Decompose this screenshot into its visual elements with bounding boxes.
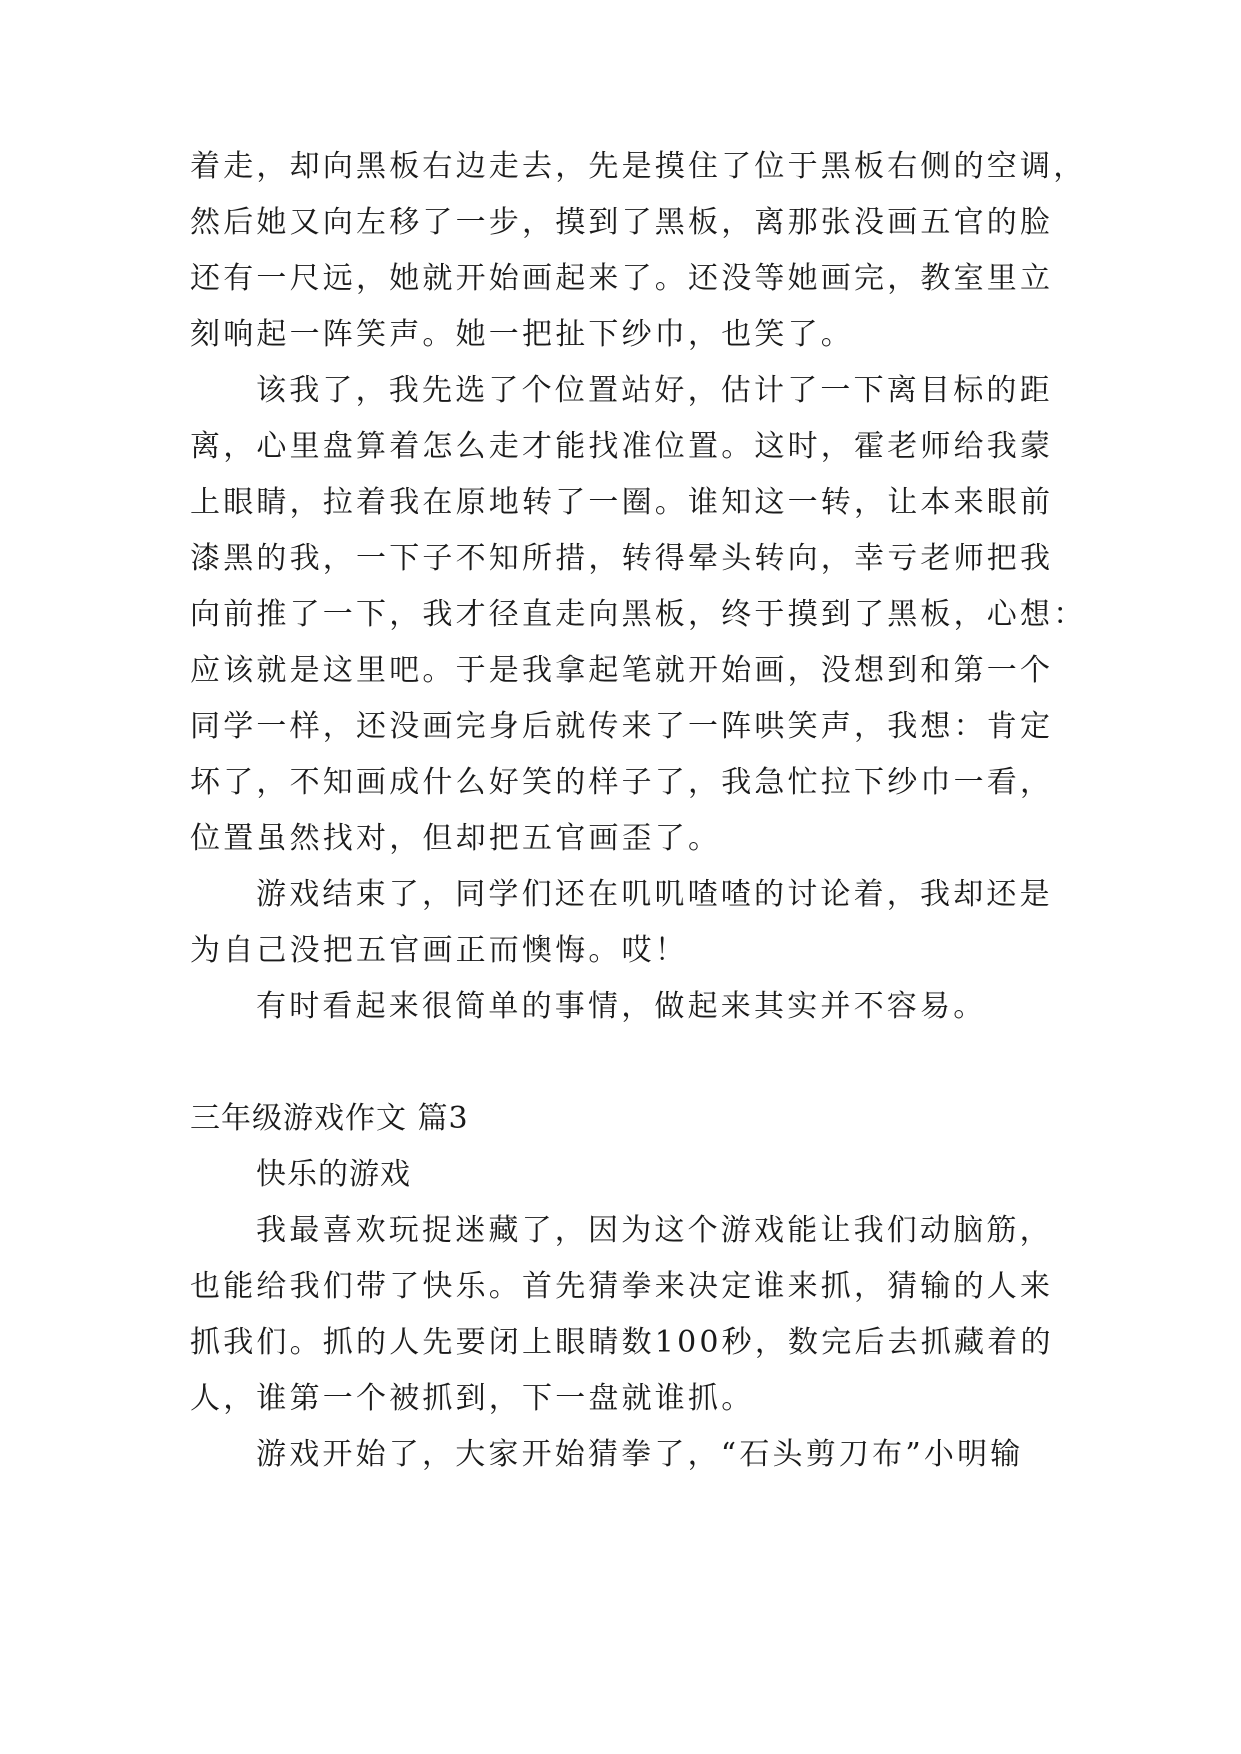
section-line: 人，谁第一个被抓到，下一盘就谁抓。 [190,1381,755,1416]
body-line: 上眼睛，拉着我在原地转了一圈。谁知这一转，让本来眼前 [190,485,1054,520]
section-heading: 三年级游戏作文 篇3 [190,1101,469,1136]
section-line: 游戏开始了，大家开始猜拳了，“石头剪刀布”小明输 [256,1437,1024,1472]
body-line: 漆黑的我，一下子不知所措，转得晕头转向，幸亏老师把我 [190,541,1054,576]
body-line: 然后她又向左移了一步，摸到了黑板，离那张没画五官的脸 [190,205,1054,240]
body-line: 着走，却向黑板右边走去，先是摸住了位于黑板右侧的空调， [190,149,1087,184]
body-line: 向前推了一下，我才径直走向黑板，终于摸到了黑板，心想： [190,597,1087,632]
section-subtitle: 快乐的游戏 [256,1157,411,1192]
section-line: 也能给我们带了快乐。首先猜拳来决定谁来抓，猜输的人来 [190,1269,1054,1304]
body-line: 坏了，不知画成什么好笑的样子了，我急忙拉下纱巾一看， [190,765,1054,800]
section-line: 抓我们。抓的人先要闭上眼睛数100秒，数完后去抓藏着的 [190,1325,1054,1360]
body-line: 为自己没把五官画正而懊悔。哎！ [190,933,688,968]
body-line: 有时看起来很简单的事情，做起来其实并不容易。 [256,989,987,1024]
body-line: 位置虽然找对，但却把五官画歪了。 [190,821,722,856]
body-line: 刻响起一阵笑声。她一把扯下纱巾，也笑了。 [190,317,854,352]
body-line: 离，心里盘算着怎么走才能找准位置。这时，霍老师给我蒙 [190,429,1054,464]
body-line: 还有一尺远，她就开始画起来了。还没等她画完，教室里立 [190,261,1054,296]
body-line: 应该就是这里吧。于是我拿起笔就开始画，没想到和第一个 [190,653,1054,688]
section-line: 我最喜欢玩捉迷藏了，因为这个游戏能让我们动脑筋， [256,1213,1053,1248]
body-line: 同学一样，还没画完身后就传来了一阵哄笑声，我想：肯定 [190,709,1054,744]
body-line: 游戏结束了，同学们还在叽叽喳喳的讨论着，我却还是 [256,877,1053,912]
body-line: 该我了，我先选了个位置站好，估计了一下离目标的距 [256,373,1053,408]
